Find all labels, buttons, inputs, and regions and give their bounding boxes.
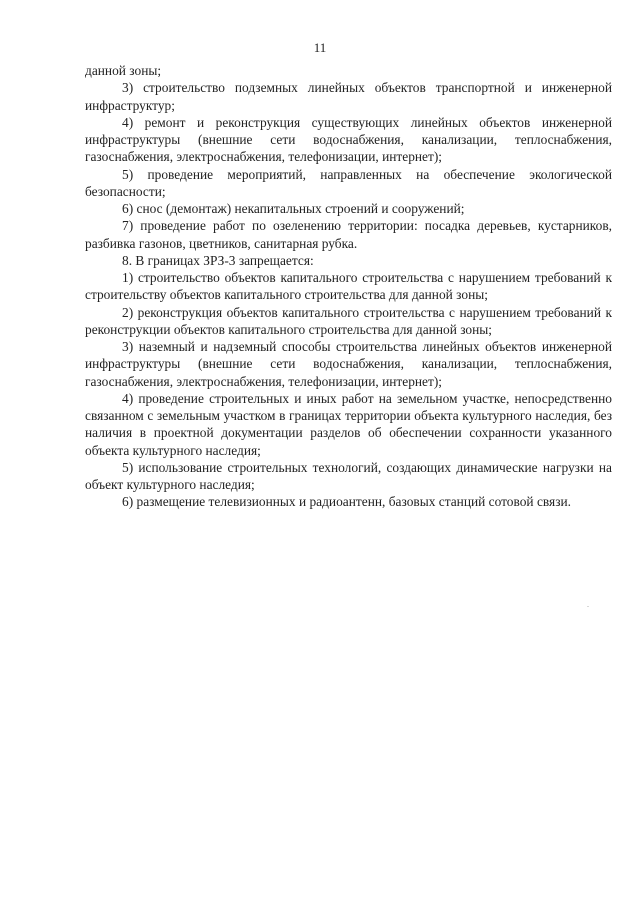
paragraph-prohibited-5-technologies: 5) использование строительных технологий, создающих динамические нагрузки на объект культурного наследия; <box>85 459 612 492</box>
document-body <box>85 62 612 511</box>
paragraph-item-3-underground-lines: 3) строительство подземных линейных объектов транспортной и инженерной инфраструктур; <box>85 80 612 113</box>
paragraph-prohibited-2-reconstruction: 2) реконструкция объектов капитального строительства с нарушением требований к реконструкции объектов капитального строительства для данной зоны; <box>85 304 612 337</box>
scan-speck <box>587 606 589 607</box>
page-number: 11 <box>313 40 327 55</box>
paragraph-item-7-landscaping: 7) проведение работ по озеленению территории: посадка деревьев, кустарников, разбивка газонов, цветников, санитарная рубка. <box>85 218 612 251</box>
paragraph-item-5-ecology: 5) проведение мероприятий, направленных на обеспечение экологической безопасности; <box>85 166 612 199</box>
paragraph-prohibited-1-construction: 1) строительство объектов капитального строительства с нарушением требований к строительству объектов капитального строительства для данной зоны; <box>85 270 612 303</box>
paragraph-prohibited-3-overground-lines: 3) наземный и надземный способы строительства линейных объектов инженерной инфраструктуры (внешние сети водоснабжения, канализации, теплоснабжения, газоснабжения, электроснабжения, телефонизации, интернет); <box>85 339 612 389</box>
paragraph-item-6-demolition: 6) снос (демонтаж) некапитальных строений и сооружений; <box>122 201 465 216</box>
paragraph-prohibited-6-antennas: 6) размещение телевизионных и радиоантенн, базовых станций сотовой связи. <box>122 494 571 510</box>
section-heading-8: 8. В границах ЗРЗ-3 запрещается: <box>122 252 314 268</box>
paragraph-item-4-repair-lines: 4) ремонт и реконструкция существующих линейных объектов инженерной инфраструктуры (внешние сети водоснабжения, канализации, теплоснабжения, газоснабжения, электроснабжения, телефонизации, интернет); <box>85 114 612 165</box>
paragraph-prohibited-4-works: 4) проведение строительных и иных работ на земельном участке, непосредственно связанном с земельным участком в границах территории объекта культурного наследия, без наличия в проектной документации разделов об обеспечении сохранности указанного объекта культурного наследия; <box>85 390 612 458</box>
paragraph-continuation: данной зоны; <box>85 63 162 78</box>
